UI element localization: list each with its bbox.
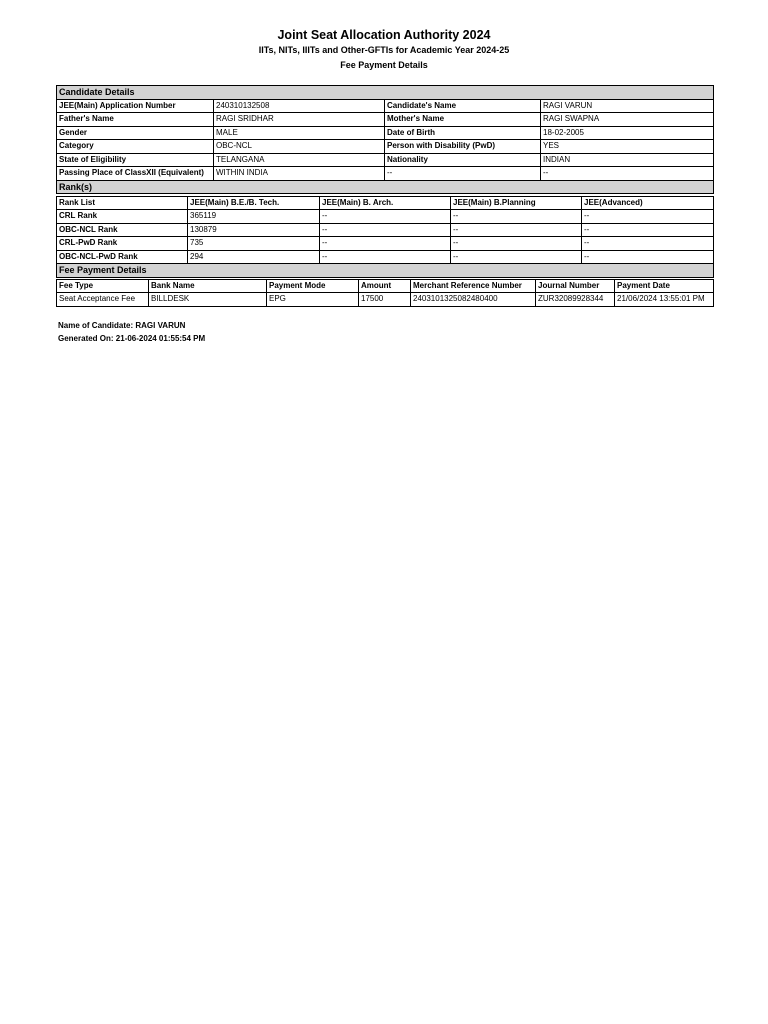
- table-header-row: [57, 196, 714, 210]
- rank-value: --: [582, 250, 714, 264]
- field-label: Person with Disability (PwD): [385, 140, 541, 154]
- table-row: [57, 167, 714, 181]
- field-value: RAGI SWAPNA: [541, 113, 714, 127]
- rank-value: --: [582, 223, 714, 237]
- field-value: INDIAN: [541, 153, 714, 167]
- column-header: Amount: [359, 279, 411, 293]
- column-header: Journal Number: [536, 279, 615, 293]
- table-row: [57, 223, 714, 237]
- page-title: Joint Seat Allocation Authority 2024: [277, 28, 491, 42]
- column-header: JEE(Main) B.E./B. Tech.: [188, 196, 320, 210]
- field-label: Gender: [57, 126, 214, 140]
- table-row: [57, 153, 714, 167]
- rank-value: --: [320, 223, 451, 237]
- rank-value: --: [451, 237, 582, 251]
- field-value: TELANGANA: [214, 153, 385, 167]
- section-title-fees: Fee Payment Details: [57, 264, 714, 278]
- column-header: JEE(Main) B. Arch.: [320, 196, 451, 210]
- rank-value: 130879: [188, 223, 320, 237]
- column-header: Rank List: [57, 196, 188, 210]
- table-row: [57, 293, 714, 307]
- section-title-ranks: Rank(s): [57, 180, 714, 194]
- field-value: YES: [541, 140, 714, 154]
- field-value: MALE: [214, 126, 385, 140]
- rank-value: --: [451, 250, 582, 264]
- field-value: RAGI VARUN: [541, 99, 714, 113]
- field-label: Candidate's Name: [385, 99, 541, 113]
- rank-label: OBC-NCL Rank: [57, 223, 188, 237]
- column-header: Merchant Reference Number: [411, 279, 536, 293]
- column-header: JEE(Advanced): [582, 196, 714, 210]
- rank-value: 365119: [188, 210, 320, 224]
- field-label: Mother's Name: [385, 113, 541, 127]
- rank-value: --: [582, 210, 714, 224]
- column-header: Fee Type: [57, 279, 149, 293]
- field-value: WITHIN INDIA: [214, 167, 385, 181]
- rank-value: --: [451, 210, 582, 224]
- bank-name: BILLDESK: [149, 293, 267, 307]
- document-header: [0, 27, 768, 72]
- field-value: 18-02-2005: [541, 126, 714, 140]
- field-label: Date of Birth: [385, 126, 541, 140]
- field-label: State of Eligibility: [57, 153, 214, 167]
- table-row: [57, 140, 714, 154]
- field-value: OBC-NCL: [214, 140, 385, 154]
- field-label: Category: [57, 140, 214, 154]
- rank-value: 294: [188, 250, 320, 264]
- table-row: [57, 99, 714, 113]
- field-label: JEE(Main) Application Number: [57, 99, 214, 113]
- column-header: JEE(Main) B.Planning: [451, 196, 582, 210]
- rank-value: --: [582, 237, 714, 251]
- candidate-name-line: Name of Candidate: RAGI VARUN: [58, 321, 186, 330]
- rank-value: 735: [188, 237, 320, 251]
- fee-payment-table: [56, 279, 714, 307]
- column-header: Payment Date: [615, 279, 714, 293]
- fee-type: Seat Acceptance Fee: [57, 293, 149, 307]
- field-value: 240310132508: [214, 99, 385, 113]
- rank-label: OBC-NCL-PwD Rank: [57, 250, 188, 264]
- field-label: Nationality: [385, 153, 541, 167]
- document-title: Fee Payment Details: [340, 60, 428, 70]
- table-row: [57, 250, 714, 264]
- rank-value: --: [320, 210, 451, 224]
- rank-value: --: [320, 237, 451, 251]
- rank-value: --: [320, 250, 451, 264]
- payment-date: 21/06/2024 13:55:01 PM: [615, 293, 714, 307]
- table-row: [57, 210, 714, 224]
- ranks-table: [56, 196, 714, 278]
- field-value: --: [385, 167, 541, 181]
- page-subtitle: IITs, NITs, IIITs and Other-GFTIs for Academic Year 2024-25: [258, 45, 510, 55]
- payment-mode: EPG: [267, 293, 359, 307]
- generated-on-line: Generated On: 21-06-2024 01:55:54 PM: [58, 334, 206, 343]
- column-header: Bank Name: [149, 279, 267, 293]
- section-title-candidate: Candidate Details: [57, 86, 714, 100]
- field-value: RAGI SRIDHAR: [214, 113, 385, 127]
- candidate-details-table: [56, 85, 714, 194]
- rank-value: --: [451, 223, 582, 237]
- table-header-row: [57, 279, 714, 293]
- table-row: [57, 237, 714, 251]
- rank-label: CRL-PwD Rank: [57, 237, 188, 251]
- merchant-reference: 2403101325082480400: [411, 293, 536, 307]
- rank-label: CRL Rank: [57, 210, 188, 224]
- table-row: [57, 113, 714, 127]
- amount: 17500: [359, 293, 411, 307]
- field-value: --: [541, 167, 714, 181]
- journal-number: ZUR32089928344: [536, 293, 615, 307]
- field-label: Father's Name: [57, 113, 214, 127]
- field-label: Passing Place of ClassXII (Equivalent): [57, 167, 214, 181]
- column-header: Payment Mode: [267, 279, 359, 293]
- table-row: [57, 126, 714, 140]
